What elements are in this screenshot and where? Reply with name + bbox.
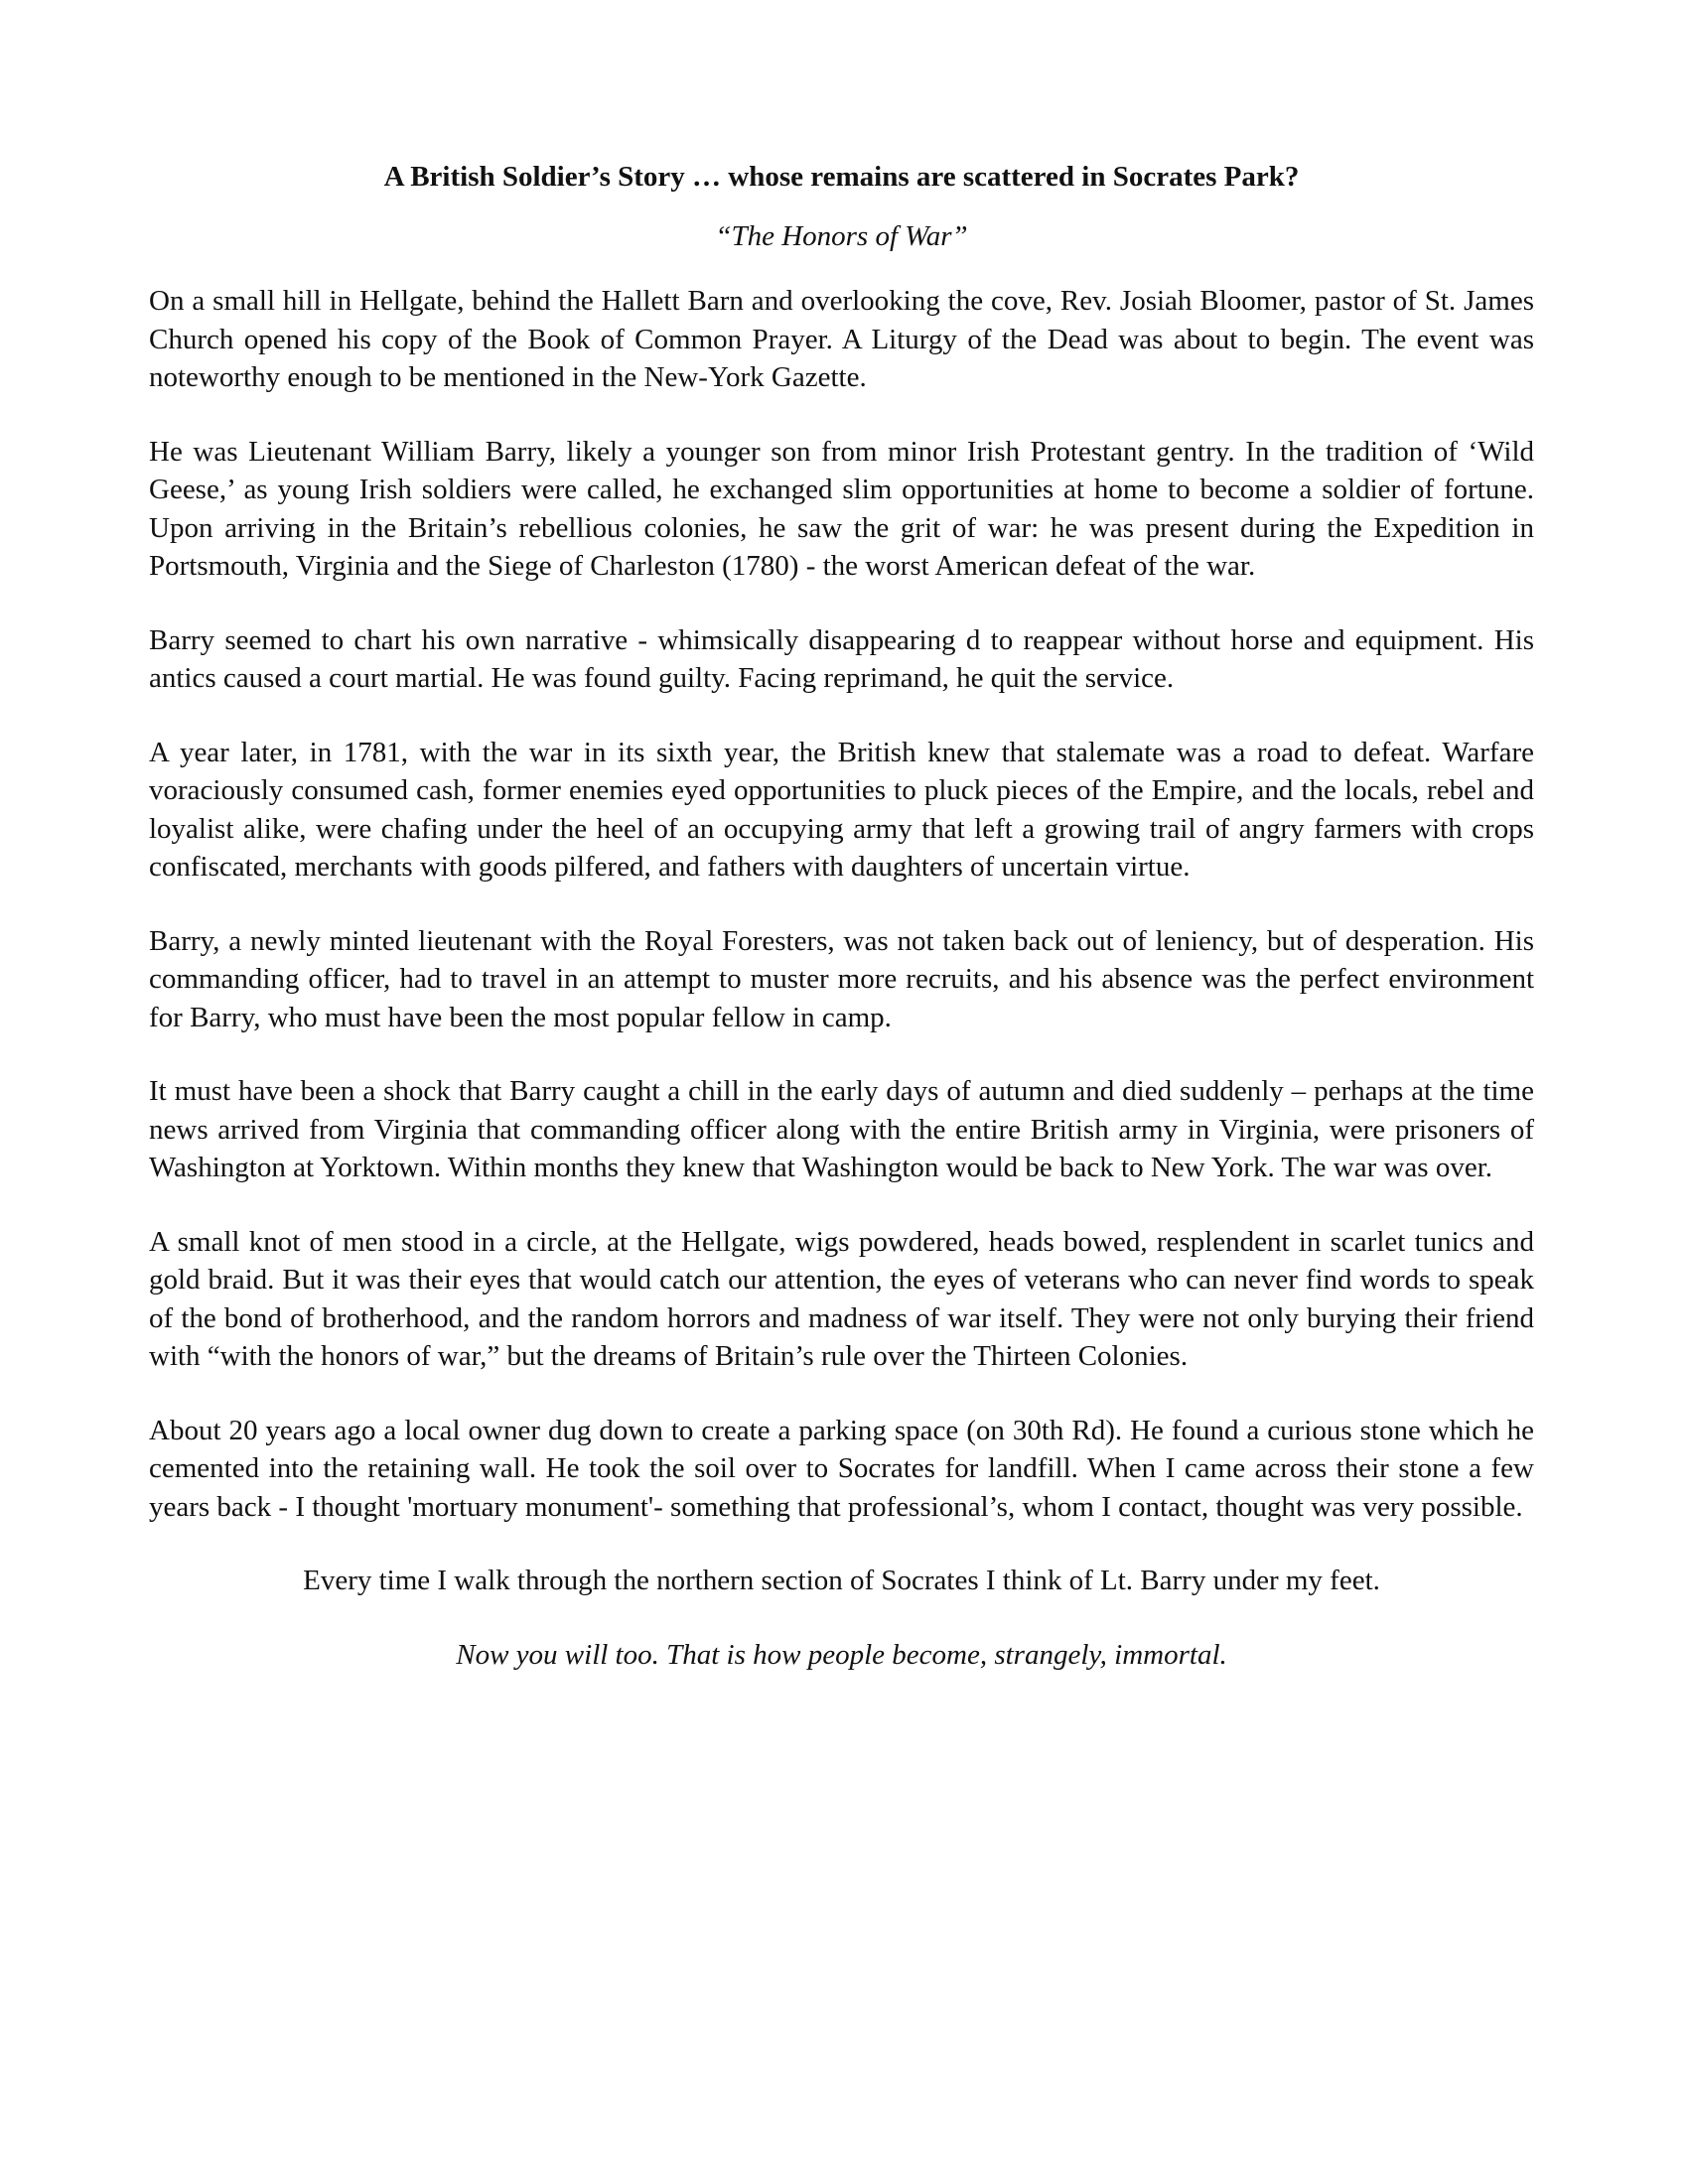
- closing-line: Every time I walk through the northern section of Socrates I think of Lt. Barry under my feet.: [303, 1565, 1380, 1596]
- paragraph-royal-foresters: Barry, a newly minted lieutenant with the Royal Foresters, was not taken back out of leniency, but of desperation. His commanding officer, had to travel in an attempt to muster more recruits, and his absence was the perfect environment for Barry, who must have been the most popular fellow in camp.: [149, 924, 1534, 1033]
- paragraph-burial-scene: On a small hill in Hellgate, behind the Hallett Barn and overlooking the cove, Rev. Josiah Bloomer, pastor of St. James Church opened his copy of the Book of Common Prayer. A Liturgy of the Dead was about to begin. The event was noteworthy enough to be mentioned in the New-York Gazette.: [149, 285, 1534, 393]
- paragraph-1781: A year later, in 1781, with the war in its sixth year, the British knew that stalemate was a road to defeat. Warfare voraciously consumed cash, former enemies eyed opportunities to pluck pieces of the Empire, and the locals, rebel and loyalist alike, were chafing under the heel of an occupying army that left a growing trail of angry farmers with crops confiscated, merchants with goods pilfered, and fathers with daughters of uncertain virtue.: [149, 736, 1534, 883]
- final-line: Now you will too. That is how people become, strangely, immortal.: [456, 1638, 1227, 1671]
- document-page: [149, 157, 1534, 1674]
- paragraph-death: It must have been a shock that Barry caught a chill in the early days of autumn and died suddenly – perhaps at the time news arrived from Virginia that commanding officer along with the entire British army in Virginia, were prisoners of Washington at Yorktown. Within months they knew that Washington would be back to New York. The war was over.: [149, 1075, 1534, 1183]
- document-title: A British Soldier’s Story … whose remains are scattered in Socrates Park?: [383, 161, 1300, 193]
- document-subtitle: “The Honors of War”: [715, 220, 968, 252]
- paragraph-william-barry: He was Lieutenant William Barry, likely a younger son from minor Irish Protestant gentry. In the tradition of ‘Wild Geese,’ as young Irish soldiers were called, he exchanged slim opportunities at home to become a soldier of fortune. Upon arriving in the Britain’s rebellious colonies, he saw the grit of war: he was present during the Expedition in Portsmouth, Virginia and the Siege of Charleston (1780) - the worst American defeat of the war.: [149, 435, 1534, 582]
- paragraph-court-martial: Barry seemed to chart his own narrative - whimsically disappearing d to reappear without horse and equipment. His antics caused a court martial. He was found guilty. Facing reprimand, he quit the service.: [149, 623, 1534, 694]
- paragraph-stone-discovery: About 20 years ago a local owner dug down to create a parking space (on 30th Rd). He found a curious stone which he cemented into the retaining wall. He took the soil over to Socrates for landfill. When I came across their stone a few years back - I thought 'mortuary monument'- something that professional’s, whom I contact, thought was very possible.: [149, 1414, 1534, 1523]
- paragraph-funeral: A small knot of men stood in a circle, at the Hellgate, wigs powdered, heads bowed, resplendent in scarlet tunics and gold braid. But it was their eyes that would catch our attention, the eyes of veterans who can never find words to speak of the bond of brotherhood, and the random horrors and madness of war itself. They were not only burying their friend with “with the honors of war,” but the dreams of Britain’s rule over the Thirteen Colonies.: [149, 1225, 1534, 1372]
